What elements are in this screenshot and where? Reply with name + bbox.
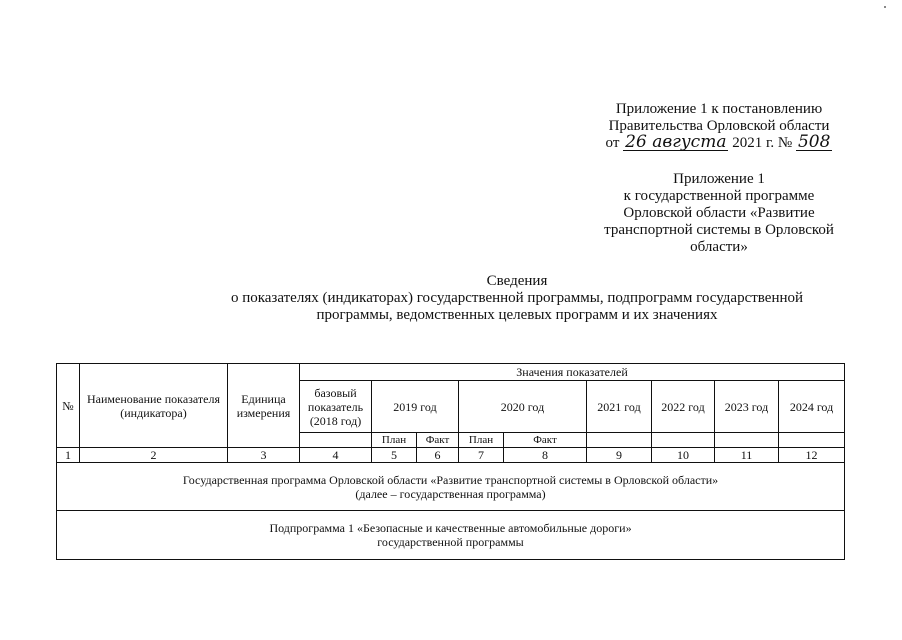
header-num: № <box>57 364 80 448</box>
heading-line-3: программы, ведомственных целевых программ и их значениях <box>316 307 718 323</box>
subheader-2022-empty <box>652 433 715 448</box>
header-2019: 2019 год <box>372 381 459 433</box>
program-appendix-line-3: Орловской области «Развитие <box>623 205 815 221</box>
heading-line-2: о показателях (индикаторах) государственной программы, подпрограмм государственной <box>230 290 804 306</box>
date-prefix: от <box>605 135 620 151</box>
table-header-row-1 <box>57 364 845 381</box>
column-number: 1 <box>57 448 80 463</box>
subheader-base-empty <box>300 433 372 448</box>
program-section-row <box>57 463 845 511</box>
header-base: базовый показатель (2018 год) <box>300 381 372 433</box>
column-number: 9 <box>587 448 652 463</box>
document-heading <box>180 273 854 324</box>
subheader-2020-fact: Факт <box>504 433 587 448</box>
subprogram-note: государственной программы <box>377 535 524 549</box>
header-2021: 2021 год <box>587 381 652 433</box>
header-indicator-name: Наименование показателя (индикатора) <box>80 364 228 448</box>
scan-speck <box>884 6 886 8</box>
year-text: 2021 г. № <box>732 135 793 151</box>
column-number: 12 <box>779 448 845 463</box>
subheader-2019-plan: План <box>372 433 417 448</box>
column-number: 8 <box>504 448 587 463</box>
appendix-header <box>594 101 844 152</box>
program-appendix-line-2: к государственной программе <box>623 188 815 204</box>
subheader-2019-fact: Факт <box>417 433 459 448</box>
header-2022: 2022 год <box>652 381 715 433</box>
handwritten-date: 26 августа <box>625 132 727 152</box>
program-note: (далее – государственная программа) <box>355 486 546 501</box>
indicators-table <box>56 363 845 560</box>
header-2024: 2024 год <box>779 381 845 433</box>
subheader-2024-empty <box>779 433 845 448</box>
header-unit: Единица измерения <box>228 364 300 448</box>
column-number: 10 <box>652 448 715 463</box>
header-2023: 2023 год <box>715 381 779 433</box>
column-number: 6 <box>417 448 459 463</box>
subprogram-section-cell <box>57 511 845 560</box>
program-section-cell <box>57 463 845 511</box>
program-appendix-line-5: области» <box>690 239 748 255</box>
handwritten-number: 508 <box>797 132 831 152</box>
appendix-line-2: Правительства Орловской области <box>608 118 830 134</box>
column-number: 5 <box>372 448 417 463</box>
program-title: Государственная программа Орловской области «Развитие транспортной системы в Орловской области» <box>182 472 719 487</box>
program-appendix-header <box>590 171 848 256</box>
appendix-line-1: Приложение 1 к постановлению <box>615 101 823 117</box>
subprogram-title: Подпрограмма 1 «Безопасные и качественные автомобильные дороги» <box>269 521 632 535</box>
program-appendix-line-4: транспортной системы в Орловской <box>604 222 834 238</box>
column-number: 7 <box>459 448 504 463</box>
subheader-2021-empty <box>587 433 652 448</box>
column-number-row <box>57 448 845 463</box>
subheader-2023-empty <box>715 433 779 448</box>
column-number: 3 <box>228 448 300 463</box>
column-number: 4 <box>300 448 372 463</box>
appendix-date-line <box>594 132 844 152</box>
header-2020: 2020 год <box>459 381 587 433</box>
heading-title: Сведения <box>486 273 548 289</box>
column-number: 2 <box>80 448 228 463</box>
header-values: Значения показателей <box>300 364 845 381</box>
program-appendix-line-1: Приложение 1 <box>673 171 765 187</box>
column-number: 11 <box>715 448 779 463</box>
subprogram-section-row <box>57 511 845 560</box>
subheader-2020-plan: План <box>459 433 504 448</box>
